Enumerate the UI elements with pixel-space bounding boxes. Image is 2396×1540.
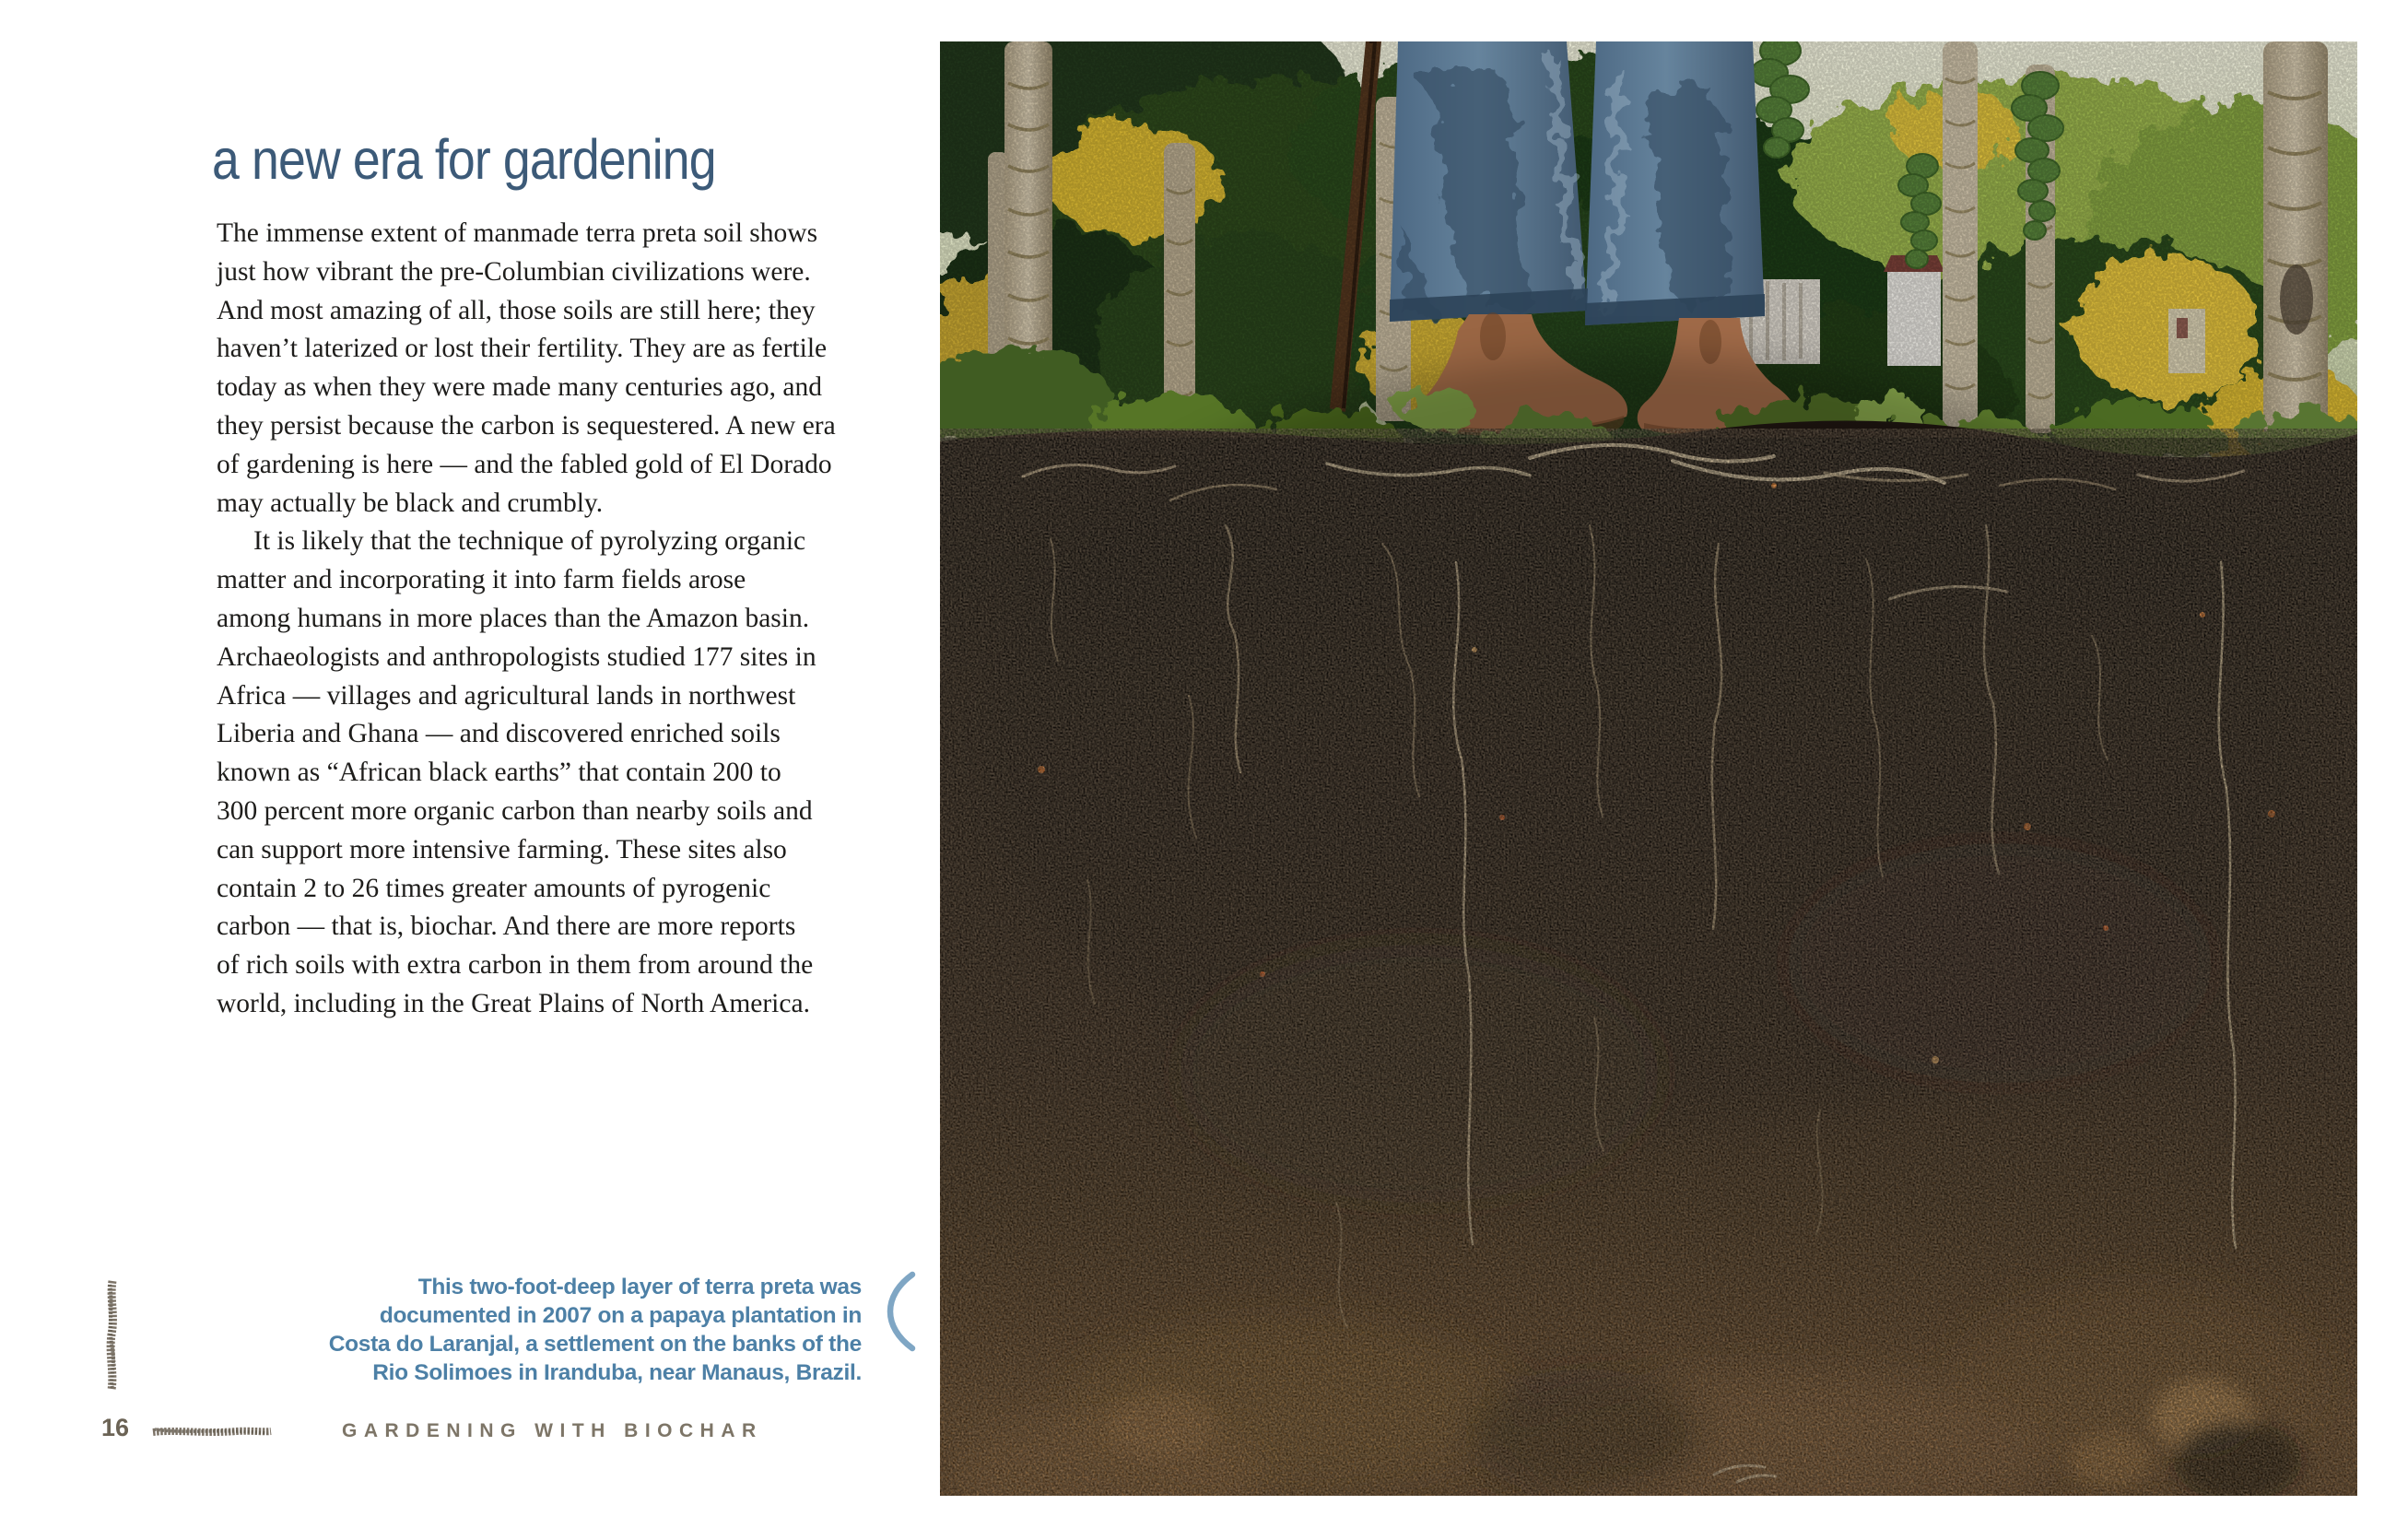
soil-profile xyxy=(940,355,2357,1496)
text-line: can support more intensive farming. These sites also xyxy=(217,834,787,864)
text-line: Rio Solimoes in Iranduba, near Manaus, Brazil. xyxy=(372,1360,862,1385)
caption-arc-mark xyxy=(871,1268,919,1355)
text-line: world, including in the Great Plains of North America. xyxy=(217,988,810,1018)
photo-caption xyxy=(217,1273,862,1387)
text-line: contain 2 to 26 times greater amounts of pyrogenic xyxy=(217,873,771,903)
text-line: today as when they were made many centuries ago, and xyxy=(217,372,822,403)
text-line: just how vibrant the pre-Columbian civilizations were. xyxy=(217,256,811,287)
text-line: of gardening is here — and the fabled gold of El Dorado xyxy=(217,449,832,479)
text-line: Archaeologists and anthropologists studied 177 sites in xyxy=(217,641,816,672)
text-line: Costa do Laranjal, a settlement on the banks of the xyxy=(328,1332,862,1357)
page-number: 16 xyxy=(101,1414,130,1441)
text-line: may actually be black and crumbly. xyxy=(217,488,604,518)
soil-grain-light xyxy=(940,429,2357,1496)
left-page xyxy=(0,0,940,1540)
terra-preta-photo xyxy=(940,41,2357,1496)
text-line: This two-foot-deep layer of terra preta was xyxy=(417,1275,862,1299)
text-line: among humans in more places than the Amazon basin. xyxy=(217,603,810,633)
text-line: documented in 2007 on a papaya plantation in xyxy=(379,1303,862,1328)
text-line: And most amazing of all, those soils are still here; they xyxy=(217,295,816,325)
text-line: of rich soils with extra carbon in them from around the xyxy=(217,950,814,981)
running-footer: GARDENING WITH BIOCHAR xyxy=(342,1420,763,1441)
text-line: Liberia and Ghana — and discovered enriched soils xyxy=(217,719,781,749)
text-line: Africa — villages and agricultural lands in northwest xyxy=(217,680,796,711)
text-line: they persist because the carbon is sequestered. A new era xyxy=(217,410,836,441)
text-line: known as “African black earths” that contain 200 to xyxy=(217,758,781,788)
paragraph-2 xyxy=(217,523,880,1023)
text-line: matter and incorporating it into farm fields arose xyxy=(217,565,746,595)
body-text xyxy=(217,215,880,1024)
charcoal-mark-vertical xyxy=(101,1277,123,1393)
text-line: The immense extent of manmade terra preta soil shows xyxy=(217,218,818,248)
text-line: carbon — that is, biochar. And there are more reports xyxy=(217,911,796,942)
text-line: It is likely that the technique of pyrolyzing organic xyxy=(253,526,806,557)
text-line: haven’t laterized or lost their fertility. They are as fertile xyxy=(217,334,828,364)
text-line: 300 percent more organic carbon than nearby soils and xyxy=(217,795,813,826)
paragraph-1 xyxy=(217,215,880,523)
page-title: a new era for gardening xyxy=(212,128,716,191)
charcoal-mark-horizontal xyxy=(149,1422,275,1440)
